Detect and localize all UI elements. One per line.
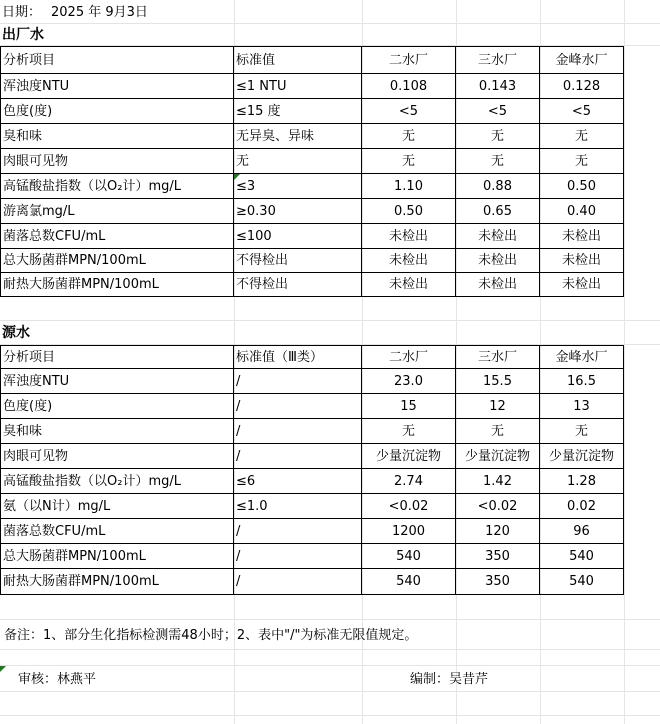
value-cell[interactable] xyxy=(362,149,456,174)
cell-text: 1.42 xyxy=(483,473,512,489)
value-cell[interactable] xyxy=(456,149,540,174)
empty-row xyxy=(0,692,660,716)
value-cell[interactable] xyxy=(540,249,624,273)
cell-text: 1.10 xyxy=(394,178,423,194)
table-row xyxy=(0,199,660,224)
value-cell[interactable] xyxy=(540,149,624,174)
cell-text: 耐热大肠菌群MPN/100mL xyxy=(3,277,159,292)
cell-text: 无 xyxy=(490,153,504,169)
cell-marker-icon xyxy=(0,666,6,672)
cell-text: 未检出 xyxy=(388,277,428,292)
cell-text: 菌落总数CFU/mL xyxy=(3,228,106,244)
cell-text: 未检出 xyxy=(561,228,601,244)
cell-text: ≤3 xyxy=(236,178,256,194)
value-cell[interactable] xyxy=(362,199,456,224)
standard-cell[interactable] xyxy=(234,273,362,297)
cell-text: ≤1.0 xyxy=(236,498,268,514)
cell-text: 分析项目 xyxy=(3,52,56,68)
standard-cell[interactable] xyxy=(234,199,362,224)
cell-text: 540 xyxy=(396,574,421,589)
value-cell[interactable] xyxy=(362,99,456,124)
standard-cell[interactable] xyxy=(234,444,362,469)
value-cell[interactable] xyxy=(362,394,456,419)
header-cell[interactable] xyxy=(540,345,624,369)
cell-text: <0.02 xyxy=(477,498,518,514)
cell-text: ≥0.30 xyxy=(236,203,276,219)
cell-text: 色度(度) xyxy=(3,398,53,414)
cell-text: 不得检出 xyxy=(236,253,289,268)
date-label: 日期： xyxy=(2,4,42,20)
note-text[interactable]: 备注：1、部分生化指标检测需48小时；2、表中"/"为标准无限值规定。 xyxy=(4,627,418,643)
date-value: 2025 年 9月3日 xyxy=(51,4,148,20)
cell-text: 三水厂 xyxy=(477,52,517,68)
value-cell[interactable] xyxy=(456,444,540,469)
cell-text: 120 xyxy=(485,523,510,539)
table-row xyxy=(0,519,660,544)
table-row xyxy=(0,469,660,494)
date-row xyxy=(0,0,660,24)
table-row xyxy=(0,544,660,569)
value-cell[interactable] xyxy=(540,99,624,124)
cell-text: 金峰水厂 xyxy=(555,349,608,365)
item-cell[interactable] xyxy=(0,174,234,199)
header-cell[interactable] xyxy=(0,46,234,74)
cell-text: 二水厂 xyxy=(388,52,428,68)
value-cell[interactable] xyxy=(362,249,456,273)
outlet-title-row xyxy=(0,24,660,46)
value-cell[interactable] xyxy=(362,124,456,149)
value-cell[interactable] xyxy=(456,199,540,224)
cell-text: 13 xyxy=(573,398,590,414)
value-cell[interactable] xyxy=(362,224,456,249)
standard-cell[interactable] xyxy=(234,224,362,249)
cell-text: 15 xyxy=(400,398,417,414)
cell-text: 0.50 xyxy=(567,178,596,194)
value-cell[interactable] xyxy=(540,519,624,544)
header-cell[interactable] xyxy=(456,345,540,369)
value-cell[interactable] xyxy=(362,444,456,469)
value-cell[interactable] xyxy=(362,519,456,544)
table-row xyxy=(0,249,660,273)
header-cell[interactable] xyxy=(234,345,362,369)
standard-cell[interactable] xyxy=(234,149,362,174)
value-cell[interactable] xyxy=(540,444,624,469)
cell-text: 16.5 xyxy=(567,373,596,389)
table-row xyxy=(0,494,660,519)
header-cell[interactable] xyxy=(0,345,234,369)
standard-cell[interactable] xyxy=(234,74,362,99)
table-row xyxy=(0,224,660,249)
cell-text: 0.65 xyxy=(483,203,512,219)
table-row xyxy=(0,99,660,124)
item-cell[interactable] xyxy=(0,544,234,569)
standard-cell[interactable] xyxy=(234,394,362,419)
cell-text: 0.143 xyxy=(478,78,517,94)
cell-text: 总大肠菌群MPN/100mL xyxy=(3,253,146,268)
cell-text: 未检出 xyxy=(477,277,517,292)
cell-text: 总大肠菌群MPN/100mL xyxy=(3,548,146,564)
cell-text: 无 xyxy=(490,128,504,144)
value-cell[interactable] xyxy=(540,419,624,444)
item-cell[interactable] xyxy=(0,419,234,444)
cell-text: 0.40 xyxy=(567,203,596,219)
cell-text: 高锰酸盐指数（以O₂计）mg/L xyxy=(3,473,181,489)
standard-cell[interactable] xyxy=(234,174,362,199)
cell-text: ≤1 NTU xyxy=(236,78,287,94)
table-row xyxy=(0,174,660,199)
cell-text: 1.28 xyxy=(567,473,596,489)
table-row xyxy=(0,394,660,419)
table-header-row xyxy=(0,345,660,369)
value-cell[interactable] xyxy=(362,544,456,569)
cell-text: 无 xyxy=(574,153,588,169)
cell-text: 540 xyxy=(569,548,594,564)
value-cell[interactable] xyxy=(540,124,624,149)
standard-cell[interactable] xyxy=(234,469,362,494)
item-cell[interactable] xyxy=(0,249,234,273)
date-cell[interactable] xyxy=(0,0,234,24)
table-row xyxy=(0,124,660,149)
value-cell[interactable] xyxy=(456,419,540,444)
cell-text: 未检出 xyxy=(388,228,428,244)
cell-text: 耐热大肠菌群MPN/100mL xyxy=(3,574,159,589)
cell-text: 少量沉淀物 xyxy=(464,448,530,464)
cell-text: 0.50 xyxy=(394,203,423,219)
cell-text: 少量沉淀物 xyxy=(375,448,441,464)
cell-text: 未检出 xyxy=(388,253,428,268)
cell-text: 1200 xyxy=(391,523,426,539)
standard-cell[interactable] xyxy=(234,419,362,444)
item-cell[interactable] xyxy=(0,273,234,297)
value-cell[interactable] xyxy=(540,273,624,297)
cell-text: 无 xyxy=(236,153,250,169)
table-row xyxy=(0,369,660,394)
item-cell[interactable] xyxy=(0,99,234,124)
header-cell[interactable] xyxy=(540,46,624,74)
cell-text: 未检出 xyxy=(561,253,601,268)
value-cell[interactable] xyxy=(362,273,456,297)
cell-text: 96 xyxy=(573,523,590,539)
cell-text: 肉眼可见物 xyxy=(3,448,69,464)
table-row xyxy=(0,149,660,174)
table-row xyxy=(0,444,660,469)
cell-text: 无 xyxy=(490,423,504,439)
cell-text: <0.02 xyxy=(388,498,429,514)
value-cell[interactable] xyxy=(362,369,456,394)
cell-text: 0.02 xyxy=(567,498,596,514)
value-cell[interactable] xyxy=(362,494,456,519)
value-cell[interactable] xyxy=(456,249,540,273)
value-cell[interactable] xyxy=(540,174,624,199)
value-cell[interactable] xyxy=(362,569,456,595)
item-cell[interactable] xyxy=(0,569,234,595)
cell-text: 未检出 xyxy=(561,277,601,292)
cell-text: 0.88 xyxy=(483,178,512,194)
empty-row xyxy=(0,650,660,666)
header-cell[interactable] xyxy=(234,46,362,74)
cell-text: <5 xyxy=(571,103,592,119)
value-cell[interactable] xyxy=(540,369,624,394)
cell-text: 350 xyxy=(485,574,510,589)
cell-text: 12 xyxy=(489,398,506,414)
reviewer-text[interactable]: 审核：林燕平 xyxy=(18,671,97,687)
item-cell[interactable] xyxy=(0,494,234,519)
item-cell[interactable] xyxy=(0,519,234,544)
cell-text: / xyxy=(236,398,241,414)
cell-text: 无 xyxy=(401,423,415,439)
cell-text: 2.74 xyxy=(394,473,423,489)
cell-text: 0.108 xyxy=(389,78,428,94)
value-cell[interactable] xyxy=(456,569,540,595)
cell-text: 二水厂 xyxy=(388,349,428,365)
value-cell[interactable] xyxy=(456,74,540,99)
cell-text: 未检出 xyxy=(477,253,517,268)
value-cell[interactable] xyxy=(456,544,540,569)
value-cell[interactable] xyxy=(540,74,624,99)
standard-cell[interactable] xyxy=(234,569,362,595)
value-cell[interactable] xyxy=(456,369,540,394)
table-row xyxy=(0,74,660,99)
note-row xyxy=(0,620,660,650)
cell-text: 臭和味 xyxy=(3,128,43,144)
item-cell[interactable] xyxy=(0,394,234,419)
cell-text: / xyxy=(236,548,241,564)
value-cell[interactable] xyxy=(362,74,456,99)
cell-text: ≤15 度 xyxy=(236,103,281,119)
header-cell[interactable] xyxy=(362,46,456,74)
header-cell[interactable] xyxy=(456,46,540,74)
value-cell[interactable] xyxy=(456,494,540,519)
cell-text: 无 xyxy=(574,423,588,439)
value-cell[interactable] xyxy=(540,224,624,249)
value-cell[interactable] xyxy=(456,224,540,249)
empty-row xyxy=(0,297,660,321)
value-cell[interactable] xyxy=(540,199,624,224)
cell-text: / xyxy=(236,448,241,464)
cell-text: 无 xyxy=(401,128,415,144)
cell-text: 臭和味 xyxy=(3,423,43,439)
cell-text: 三水厂 xyxy=(477,349,517,365)
cell-text: <5 xyxy=(487,103,508,119)
cell-text: 金峰水厂 xyxy=(555,52,608,68)
value-cell[interactable] xyxy=(362,469,456,494)
cell-text: 23.0 xyxy=(394,373,423,389)
cell-text: 浑浊度NTU xyxy=(3,373,70,389)
item-cell[interactable] xyxy=(0,74,234,99)
cell-text: <5 xyxy=(398,103,419,119)
standard-cell[interactable] xyxy=(234,369,362,394)
table-header-row xyxy=(0,46,660,74)
empty-row xyxy=(0,598,660,620)
standard-cell[interactable] xyxy=(234,544,362,569)
source-section-title[interactable]: 源水 xyxy=(2,325,30,341)
cell-text: 15.5 xyxy=(483,373,512,389)
item-cell[interactable] xyxy=(0,149,234,174)
cell-text: 菌落总数CFU/mL xyxy=(3,523,106,539)
item-cell[interactable] xyxy=(0,369,234,394)
cell-text: 未检出 xyxy=(477,228,517,244)
signature-row xyxy=(0,666,660,692)
value-cell[interactable] xyxy=(456,124,540,149)
cell-text: / xyxy=(236,373,241,389)
standard-cell[interactable] xyxy=(234,519,362,544)
cell-text: 无 xyxy=(574,128,588,144)
cell-text: 540 xyxy=(569,574,594,589)
value-cell[interactable] xyxy=(540,469,624,494)
outlet-section-title[interactable]: 出厂水 xyxy=(2,27,44,43)
source-title-row xyxy=(0,321,660,345)
value-cell[interactable] xyxy=(540,494,624,519)
cell-text: 分析项目 xyxy=(3,349,56,365)
cell-text: 无 xyxy=(401,153,415,169)
header-cell[interactable] xyxy=(362,345,456,369)
cell-text: 350 xyxy=(485,548,510,564)
standard-cell[interactable] xyxy=(234,494,362,519)
editor-text[interactable]: 编制：吴昔芹 xyxy=(410,671,489,687)
standard-cell[interactable] xyxy=(234,99,362,124)
value-cell[interactable] xyxy=(456,174,540,199)
cell-text: 少量沉淀物 xyxy=(548,448,614,464)
cell-text: 浑浊度NTU xyxy=(3,78,70,94)
cell-text: 高锰酸盐指数（以O₂计）mg/L xyxy=(3,178,181,194)
value-cell[interactable] xyxy=(362,174,456,199)
item-cell[interactable] xyxy=(0,224,234,249)
cell-text: 标准值 xyxy=(236,52,276,68)
cell-text: 色度(度) xyxy=(3,103,53,119)
cell-text: 游离氯mg/L xyxy=(3,203,75,219)
cell-text: 无异臭、异味 xyxy=(236,128,315,144)
value-cell[interactable] xyxy=(540,544,624,569)
standard-cell[interactable] xyxy=(234,124,362,149)
value-cell[interactable] xyxy=(540,394,624,419)
value-cell[interactable] xyxy=(456,394,540,419)
value-cell[interactable] xyxy=(540,569,624,595)
item-cell[interactable] xyxy=(0,469,234,494)
cell-text: 540 xyxy=(396,548,421,564)
table-row xyxy=(0,569,660,595)
cell-marker-icon xyxy=(234,174,240,180)
value-cell[interactable] xyxy=(456,273,540,297)
cell-text: / xyxy=(236,574,241,589)
table-row xyxy=(0,273,660,297)
cell-text: 肉眼可见物 xyxy=(3,153,69,169)
cell-text: / xyxy=(236,523,241,539)
item-cell[interactable] xyxy=(0,444,234,469)
value-cell[interactable] xyxy=(456,469,540,494)
cell-text: ≤100 xyxy=(236,228,272,244)
standard-cell[interactable] xyxy=(234,249,362,273)
cell-text: 0.128 xyxy=(562,78,601,94)
cell-text: 标准值（Ⅲ类） xyxy=(236,349,323,365)
value-cell[interactable] xyxy=(362,419,456,444)
cell-text: 不得检出 xyxy=(236,277,289,292)
table-row xyxy=(0,419,660,444)
value-cell[interactable] xyxy=(456,99,540,124)
cell-text: / xyxy=(236,423,241,439)
item-cell[interactable] xyxy=(0,124,234,149)
cell-text: 氨（以N计）mg/L xyxy=(3,498,111,514)
item-cell[interactable] xyxy=(0,199,234,224)
cell-text: ≤6 xyxy=(236,473,256,489)
value-cell[interactable] xyxy=(456,519,540,544)
